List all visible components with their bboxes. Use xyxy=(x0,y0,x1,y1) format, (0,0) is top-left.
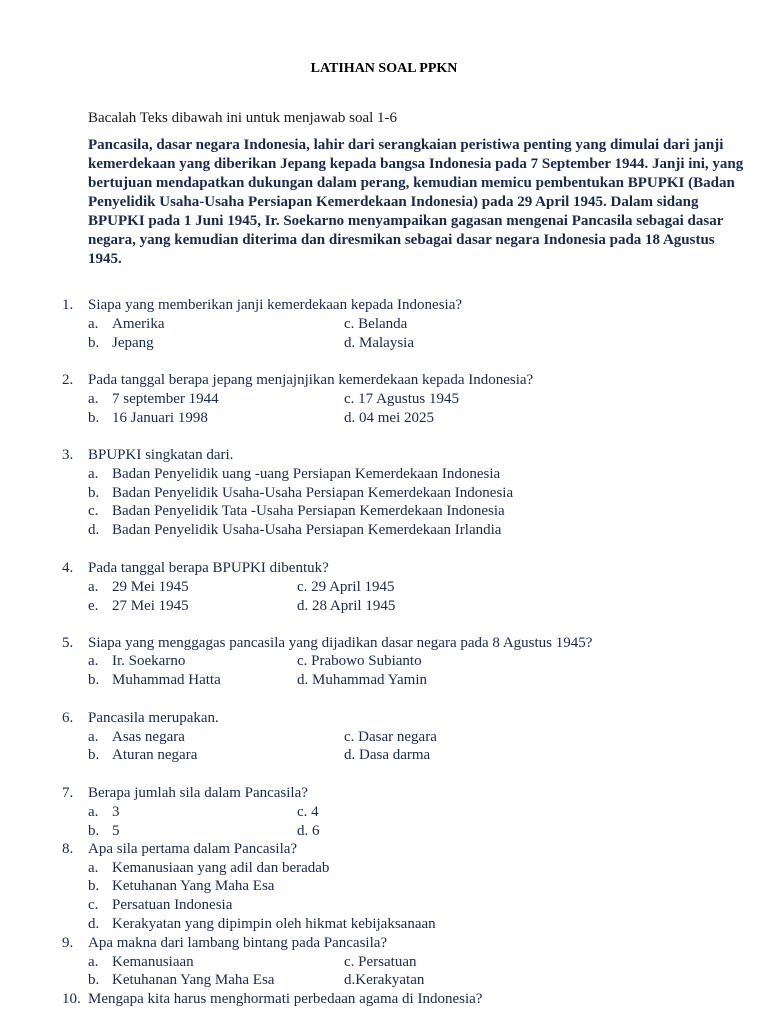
option-text: Persatuan Indonesia xyxy=(112,897,233,913)
question-number: 1. xyxy=(62,297,74,313)
option-letter: a. xyxy=(88,954,99,970)
question-number: 3. xyxy=(62,447,74,463)
option-letter: a. xyxy=(88,729,99,745)
option-letter: a. xyxy=(88,391,99,407)
option-right: c. 29 April 1945 xyxy=(297,579,395,595)
option-right: c. 17 Agustus 1945 xyxy=(344,391,460,407)
option-text: Muhammad Hatta xyxy=(112,672,221,688)
option-letter: b. xyxy=(88,972,100,988)
question-text: Pada tanggal berapa jepang menjajnjikan kemerdekaan kepada Indonesia? xyxy=(88,372,534,388)
instruction-text: Bacalah Teks dibawah ini untuk menjawab soal 1-6 xyxy=(88,110,398,126)
option-letter: b. xyxy=(88,485,100,501)
option-text: Ir. Soekarno xyxy=(112,653,186,669)
option-right: d. Malaysia xyxy=(344,335,414,351)
option-right: c. 4 xyxy=(297,804,319,820)
option-letter: b. xyxy=(88,410,100,426)
option-letter: c. xyxy=(88,503,99,519)
question-number: 8. xyxy=(62,841,74,857)
option-right: d. 28 April 1945 xyxy=(297,598,396,614)
question-text: Pancasila merupakan. xyxy=(88,710,219,726)
option-letter: b. xyxy=(88,335,100,351)
option-text: Badan Penyelidik uang -uang Persiapan Kemerdekaan Indonesia xyxy=(112,466,501,482)
question-number: 5. xyxy=(62,635,74,651)
option-text: 5 xyxy=(112,823,120,839)
option-text: Badan Penyelidik Usaha-Usaha Persiapan Kemerdekaan Indonesia xyxy=(112,485,514,501)
option-letter: b. xyxy=(88,672,100,688)
option-letter: d. xyxy=(88,916,100,932)
question-number: 7. xyxy=(62,785,74,801)
reading-passage: Pancasila, dasar negara Indonesia, lahir dari serangkaian peristiwa penting yang dimulai dari janji kemerdekaan yang diberikan Jepang kepada bangsa Indonesia pada 7 September 1944. Janji ini, yang bertujuan mendapatkan dukungan dalam perang, kemudian memicu pembentukan BPUPKI (Badan Penyelidik Usaha-Usaha Persiapan Kemerdekaan Indonesia) pada 29 April 1945. Dalam sidang BPUPKI pada 1 Juni 1945, Ir. Soekarno menyampaikan gagasan mengenai Pancasila sebagai dasar negara, yang kemudian diterima dan diresmikan sebagai dasar negara Indonesia pada 18 Agustus 1945. xyxy=(88,137,744,267)
question-text: Berapa jumlah sila dalam Pancasila? xyxy=(88,785,308,801)
option-right: c. Persatuan xyxy=(344,954,417,970)
option-text: 27 Mei 1945 xyxy=(112,598,189,614)
question-number: 6. xyxy=(62,710,74,726)
option-letter: d. xyxy=(88,522,100,538)
question-text: Apa sila pertama dalam Pancasila? xyxy=(88,841,298,857)
option-letter: a. xyxy=(88,579,99,595)
option-letter: a. xyxy=(88,466,99,482)
option-right: d. Muhammad Yamin xyxy=(297,672,428,688)
option-letter: a. xyxy=(88,316,99,332)
question-number: 9. xyxy=(62,935,74,951)
option-letter: a. xyxy=(88,653,99,669)
page-title: LATIHAN SOAL PPKN xyxy=(310,61,458,76)
option-letter: b. xyxy=(88,747,100,763)
option-text: 16 Januari 1998 xyxy=(112,410,208,426)
option-right: c. Prabowo Subianto xyxy=(297,653,422,669)
option-letter: b. xyxy=(88,823,100,839)
option-letter: e. xyxy=(88,598,99,614)
option-text: Ketuhanan Yang Maha Esa xyxy=(112,972,275,988)
option-right: d. 04 mei 2025 xyxy=(344,410,434,426)
option-text: Asas negara xyxy=(112,729,185,745)
option-text: 29 Mei 1945 xyxy=(112,579,189,595)
question-text: BPUPKI singkatan dari. xyxy=(88,447,234,463)
question-number: 4. xyxy=(62,560,74,576)
question-number: 10. xyxy=(62,991,81,1007)
question-number: 2. xyxy=(62,372,74,388)
option-text: Badan Penyelidik Tata -Usaha Persiapan Kemerdekaan Indonesia xyxy=(112,503,505,519)
option-letter: a. xyxy=(88,860,99,876)
option-text: Badan Penyelidik Usaha-Usaha Persiapan Kemerdekaan Irlandia xyxy=(112,522,502,538)
question-text: Siapa yang memberikan janji kemerdekaan kepada Indonesia? xyxy=(88,297,463,313)
option-right: c. Belanda xyxy=(344,316,408,332)
question-text: Siapa yang menggagas pancasila yang dijadikan dasar negara pada 8 Agustus 1945? xyxy=(88,635,593,651)
option-letter: b. xyxy=(88,878,100,894)
option-right: d. 6 xyxy=(297,823,320,839)
question-text: Mengapa kita harus menghormati perbedaan agama di Indonesia? xyxy=(88,991,483,1007)
option-text: Kemanusiaan yang adil dan beradab xyxy=(112,860,330,876)
question-text: Apa makna dari lambang bintang pada Pancasila? xyxy=(88,935,388,951)
option-letter: c. xyxy=(88,897,99,913)
option-right: c. Dasar negara xyxy=(344,729,437,745)
option-text: Kerakyatan yang dipimpin oleh hikmat kebijaksanaan xyxy=(112,916,436,932)
option-text: Jepang xyxy=(112,335,154,351)
option-text: 7 september 1944 xyxy=(112,391,219,407)
option-text: Ketuhanan Yang Maha Esa xyxy=(112,878,275,894)
option-right: d. Dasa darma xyxy=(344,747,431,763)
option-text: Kemanusiaan xyxy=(112,954,194,970)
option-text: Amerika xyxy=(112,316,165,332)
option-letter: a. xyxy=(88,804,99,820)
question-text: Pada tanggal berapa BPUPKI dibentuk? xyxy=(88,560,329,576)
option-text: Aturan negara xyxy=(112,747,198,763)
option-right: d.Kerakyatan xyxy=(344,972,425,988)
option-text: 3 xyxy=(112,804,120,820)
